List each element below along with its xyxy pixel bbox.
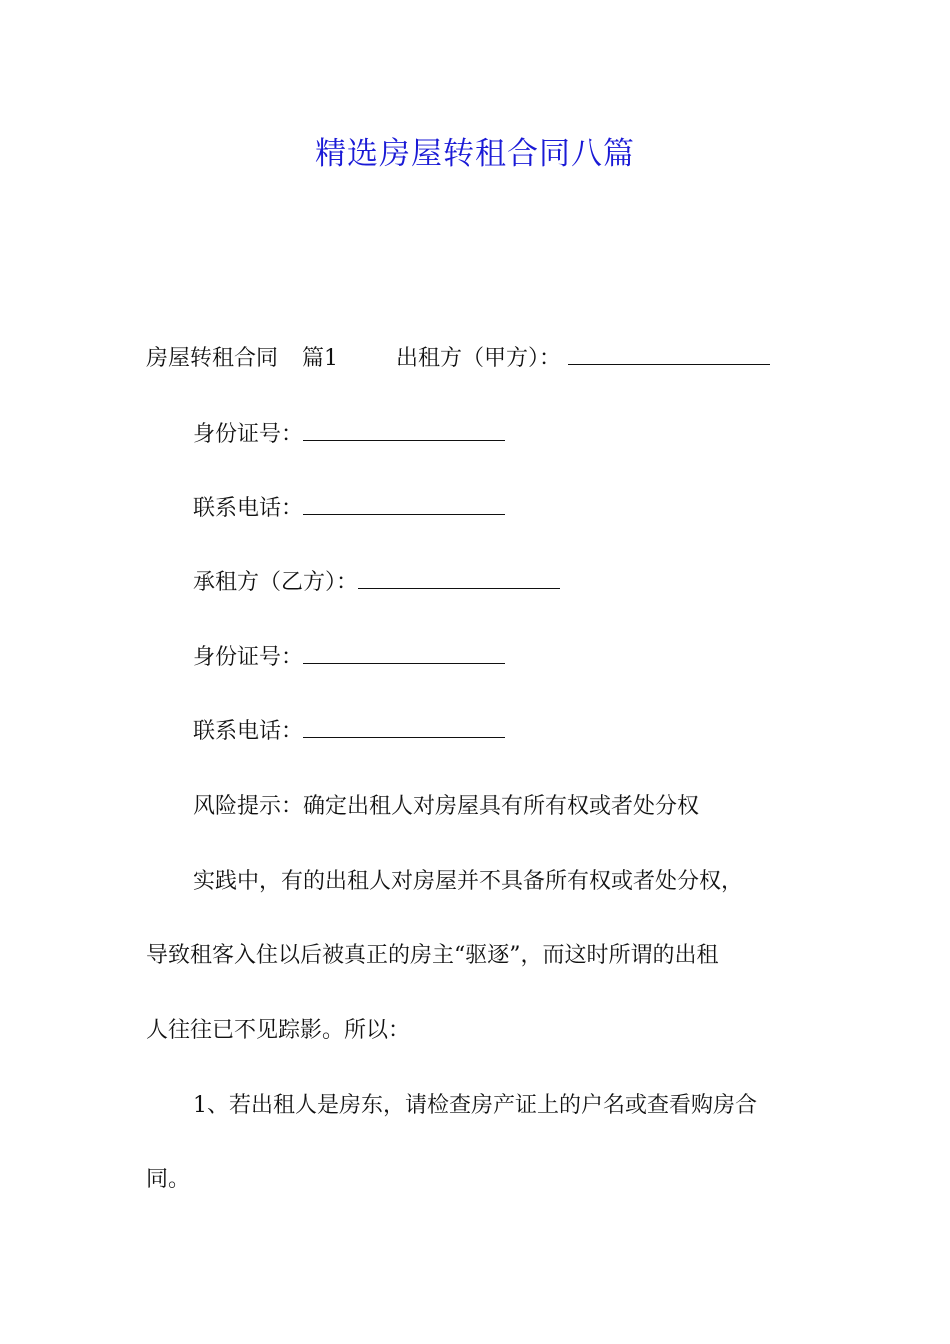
lessor-blank [568, 344, 770, 365]
document-title: 精选房屋转租合同八篇 [315, 136, 635, 172]
field-label: 联系电话： [193, 719, 304, 744]
field-line [193, 568, 560, 598]
field-blank [303, 420, 505, 441]
field-label: 身份证号： [193, 645, 304, 670]
paragraph-line: 实践中，有的出租人对房屋并不具备所有权或者处分权， [193, 869, 744, 894]
field-blank [358, 568, 560, 589]
field-line [193, 420, 505, 450]
chapter-label: 篇1 [302, 346, 339, 371]
paragraph-line: 导致租客入住以后被真正的房主“驱逐”，而这时所谓的出租 [146, 943, 719, 968]
paragraph-line: 风险提示：确定出租人对房屋具有所有权或者处分权 [193, 794, 700, 819]
lessor-label: 出租方（甲方）： [396, 346, 562, 371]
field-blank [303, 494, 505, 515]
header-line [146, 344, 770, 374]
field-line [193, 494, 505, 524]
section-name: 房屋转租合同 [146, 346, 279, 371]
field-label: 身份证号： [193, 422, 304, 447]
field-blank [303, 643, 505, 664]
field-label: 承租方（乙方）： [193, 570, 359, 595]
field-line [193, 717, 505, 747]
paragraph-line: 1、若出租人是房东，请检查房产证上的户名或查看购房合 [193, 1093, 757, 1118]
field-line [193, 643, 505, 673]
field-label: 联系电话： [193, 496, 304, 521]
field-blank [303, 717, 505, 738]
paragraph-line: 人往往已不见踪影。所以： [146, 1018, 411, 1043]
paragraph-line: 同。 [146, 1167, 191, 1192]
